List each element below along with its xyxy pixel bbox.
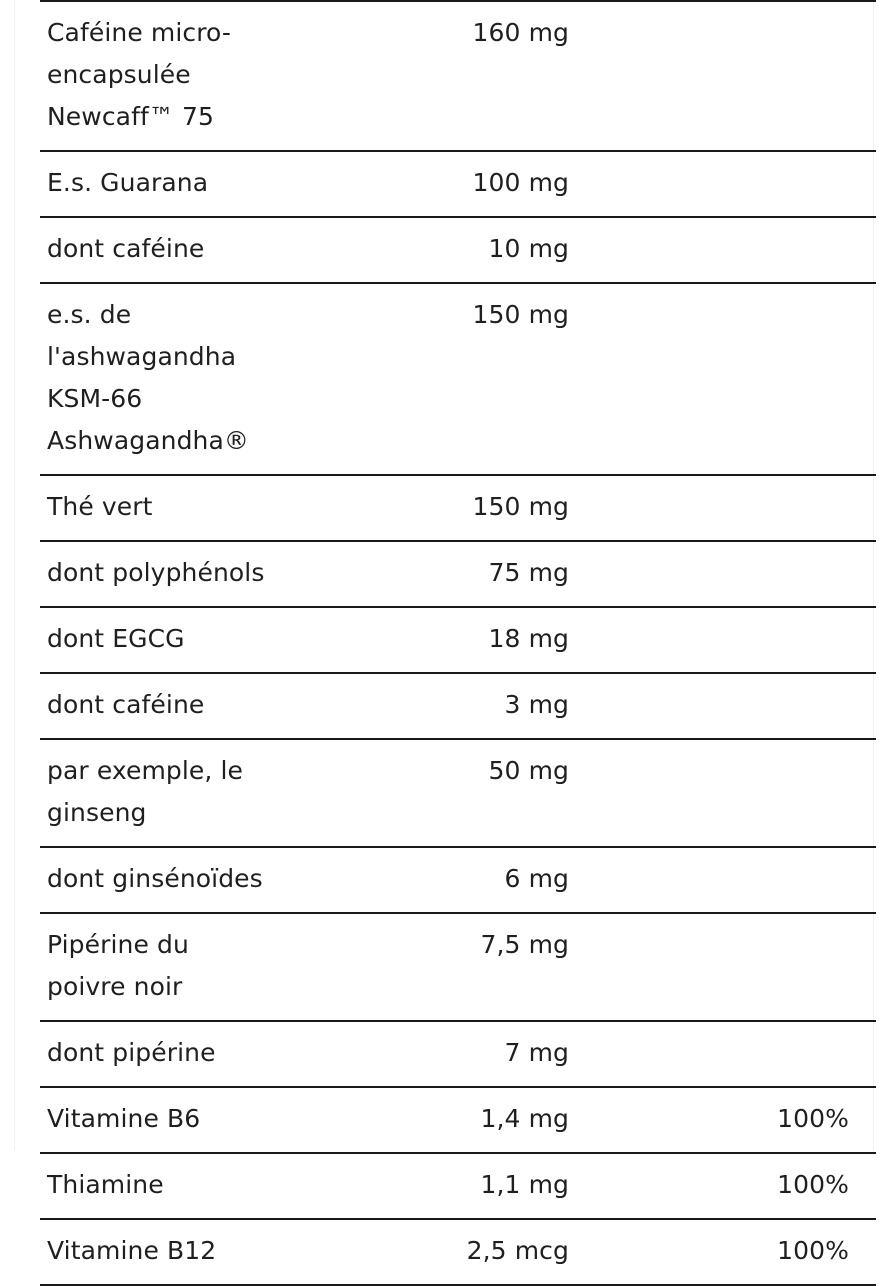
ingredient-percent: 100% bbox=[777, 1104, 849, 1133]
table-row bbox=[40, 674, 876, 740]
ingredient-name: Caféine micro-encapsulée Newcaff™ 75 bbox=[47, 18, 232, 131]
ingredient-amount: 100 mg bbox=[472, 168, 569, 197]
ingredient-amount: 3 mg bbox=[504, 690, 569, 719]
ingredient-name: dont caféine bbox=[47, 234, 205, 263]
ingredient-amount: 150 mg bbox=[472, 492, 569, 521]
ingredient-name: dont ginsénoïdes bbox=[47, 864, 263, 893]
table-row bbox=[40, 848, 876, 914]
ingredient-name: E.s. Guarana bbox=[47, 168, 209, 197]
table-row bbox=[40, 914, 876, 1022]
ingredient-amount: 18 mg bbox=[488, 624, 569, 653]
ingredient-name: dont caféine bbox=[47, 690, 205, 719]
table-row bbox=[40, 218, 876, 284]
ingredient-amount: 50 mg bbox=[488, 756, 569, 785]
ingredient-name: Vitamine B6 bbox=[47, 1104, 201, 1133]
table-row bbox=[40, 284, 876, 476]
ingredient-name: dont pipérine bbox=[47, 1038, 216, 1067]
ingredient-name: dont polyphénols bbox=[47, 558, 265, 587]
ingredient-name: Thé vert bbox=[47, 492, 153, 521]
table-row bbox=[40, 152, 876, 218]
table-row bbox=[40, 740, 876, 848]
ingredient-amount: 2,5 mcg bbox=[466, 1236, 569, 1265]
table-row bbox=[40, 1220, 876, 1286]
ingredient-name: dont EGCG bbox=[47, 624, 185, 653]
ingredient-amount: 1,1 mg bbox=[480, 1170, 569, 1199]
ingredient-amount: 160 mg bbox=[472, 18, 569, 47]
nutrition-table bbox=[40, 0, 876, 1286]
ingredient-amount: 7,5 mg bbox=[480, 930, 569, 959]
nutrition-card bbox=[14, 0, 874, 1265]
ingredient-name: Pipérine du poivre noir bbox=[47, 930, 189, 1001]
ingredient-amount: 10 mg bbox=[488, 234, 569, 263]
ingredient-amount: 6 mg bbox=[504, 864, 569, 893]
table-row bbox=[40, 608, 876, 674]
ingredient-name: e.s. de l'ashwagandha KSM-66 Ashwagandha® bbox=[47, 300, 250, 455]
table-row bbox=[40, 542, 876, 608]
ingredient-amount: 150 mg bbox=[472, 300, 569, 329]
ingredient-name: Vitamine B12 bbox=[47, 1236, 217, 1265]
table-row bbox=[40, 1022, 876, 1088]
ingredient-amount: 75 mg bbox=[488, 558, 569, 587]
ingredient-name: Thiamine bbox=[47, 1170, 164, 1199]
table-row bbox=[40, 1088, 876, 1154]
table-row bbox=[40, 1154, 876, 1220]
table-row bbox=[40, 2, 876, 152]
ingredient-percent: 100% bbox=[777, 1170, 849, 1199]
ingredient-percent: 100% bbox=[777, 1236, 849, 1265]
ingredient-name: par exemple, le ginseng bbox=[47, 756, 244, 827]
ingredient-amount: 1,4 mg bbox=[480, 1104, 569, 1133]
table-row bbox=[40, 476, 876, 542]
ingredient-amount: 7 mg bbox=[504, 1038, 569, 1067]
